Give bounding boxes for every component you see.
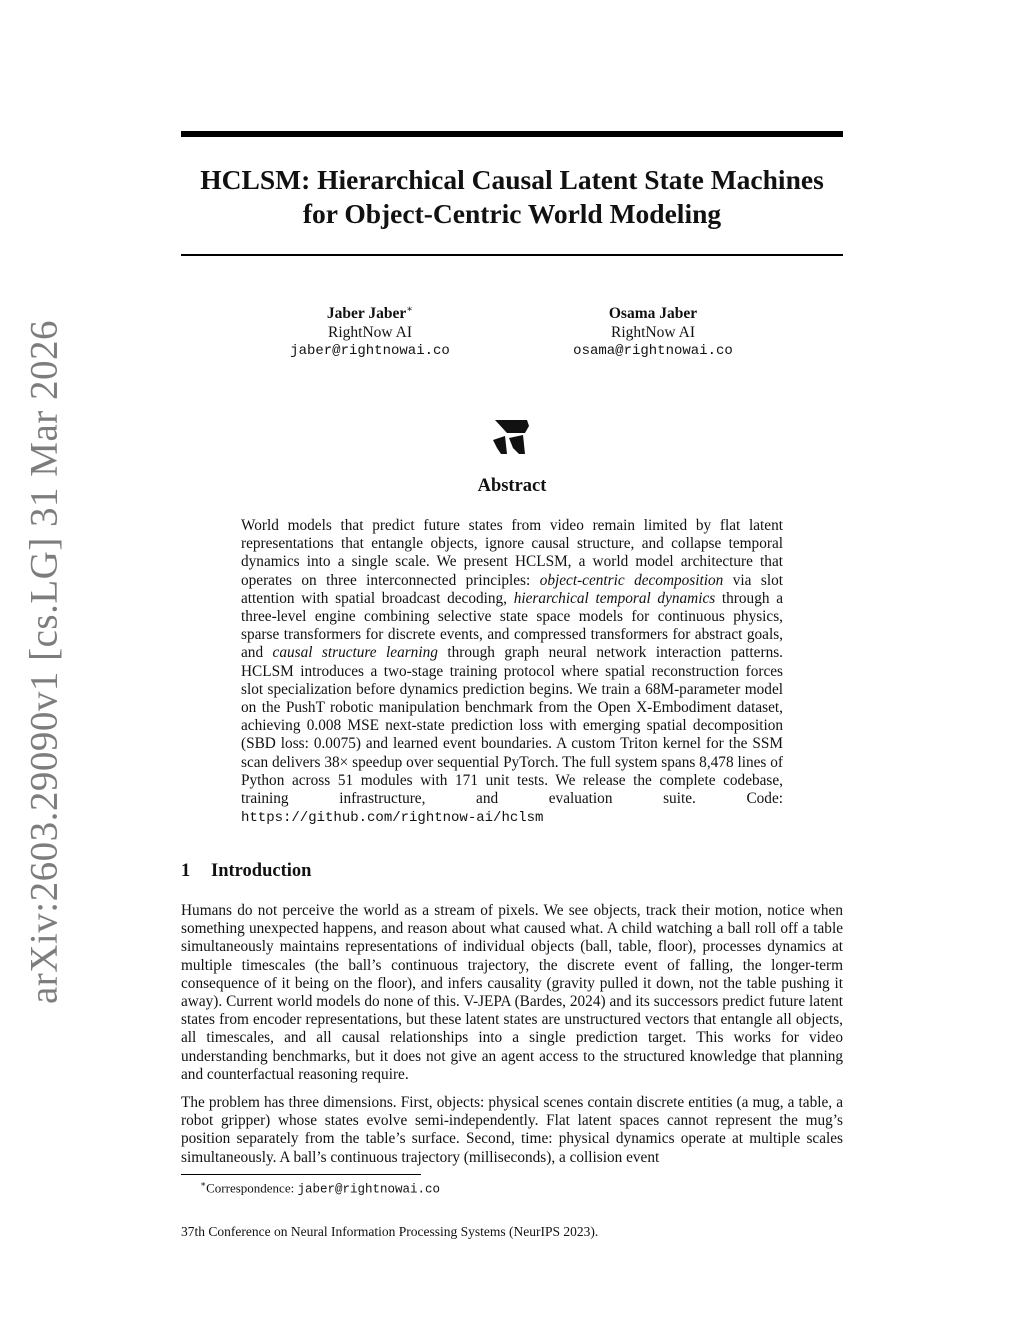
section-heading-introduction xyxy=(181,861,311,882)
section-title: Introduction xyxy=(211,861,312,881)
author-affiliation: RightNow AI xyxy=(611,324,695,342)
author-affiliation: RightNow AI xyxy=(328,324,412,342)
author-block-2 xyxy=(503,300,803,361)
rightnow-ai-logo-icon xyxy=(491,418,531,456)
author-name: Osama Jaber xyxy=(608,305,698,323)
code-link[interactable]: https://github.com/rightnow-ai/hclsm xyxy=(241,810,544,827)
section-number: 1 xyxy=(181,861,191,881)
abstract-heading: Abstract xyxy=(477,476,547,496)
author-name: Jaber Jaber∗ xyxy=(326,304,414,323)
intro-paragraph-2: The problem has three dimensions. First, objects: physical scenes contain discrete entities (a mug, a table, a robot gripper) whose states evolve semi-independently. Flat latent spaces cannot represent the mug’s position separately from the table’s surface. Second, time: physical dynamics operate at multiple scales simultaneously. A ball’s continuous trajectory (milliseconds), a collision event xyxy=(181,1094,843,1166)
author-email[interactable]: jaber@rightnowai.co xyxy=(290,343,450,360)
title-line-2: for Object-Centric World Modeling xyxy=(302,198,722,229)
correspondence-footnote: ∗Correspondence: jaber@rightnowai.co xyxy=(200,1179,440,1197)
footnote-rule xyxy=(181,1174,421,1175)
title-bottom-rule xyxy=(181,254,843,256)
author-email[interactable]: osama@rightnowai.co xyxy=(573,343,733,360)
author-block-1 xyxy=(220,300,520,361)
arxiv-identifier: arXiv:2603.29090v1 [cs.LG] 31 Mar 2026 xyxy=(22,319,66,1005)
correspondence-mark: ∗ xyxy=(406,304,414,315)
footnote-email[interactable]: jaber@rightnowai.co xyxy=(297,1182,440,1197)
paper-title xyxy=(181,163,843,231)
title-top-rule xyxy=(181,131,843,137)
conference-note: 37th Conference on Neural Information Processing Systems (NeurIPS 2023). xyxy=(181,1224,599,1239)
title-line-1: HCLSM: Hierarchical Causal Latent State Machines xyxy=(200,164,824,195)
abstract-body: World models that predict future states from video remain limited by flat latent representations that entangle objects, ignore causal structure, and collapse temporal dynamics into a single scale. We present HCLSM, a world model architecture that operates on three interconnected principles: object-centric decomposition via slot attention with spatial broadcast decoding, hierarchical temporal dynamics through a three-level engine combining selective state space models for continuous physics, sparse transformers for discrete events, and compressed transformers for abstract goals, and causal structure learning through graph neural network interaction patterns. HCLSM introduces a two-stage training protocol where spatial reconstruction forces slot specialization before dynamics prediction begins. We train a 68M-parameter model on the PushT robotic manipulation benchmark from the Open X-Embodiment dataset, achieving 0.008 MSE next-state prediction loss with emerging spatial decomposition (SBD loss: 0.0075) and learned event boundaries. A custom Triton kernel for the SSM scan delivers 38× speedup over sequential PyTorch. The full system spans 8,478 lines of Python across 51 modules with 171 unit tests. We release the complete codebase, training infrastructure, and evaluation suite. Code: https://github.com/rightnow-ai/hclsm xyxy=(241,517,783,827)
intro-paragraph-1: Humans do not perceive the world as a stream of pixels. We see objects, track their motion, notice when something unexpected happens, and reason about what caused what. A child watching a ball roll off a table simultaneously maintains representations of individual objects (ball, table, floor), processes dynamics at multiple timescales (the ball’s continuous trajectory, the discrete event of falling, the longer-term consequence of it being on the floor), and infers causality (gravity pulled it down, not the table pushing it away). Current world models do none of this. V-JEPA (Bardes, 2024) and its successors predict future latent states from encoder representations, but these latent states are unstructured vectors that entangle all objects, all timescales, and all causal relationships into a single prediction target. This works for video understanding benchmarks, but it does not give an agent access to the structured knowledge that planning and counterfactual reasoning require. xyxy=(181,902,843,1083)
